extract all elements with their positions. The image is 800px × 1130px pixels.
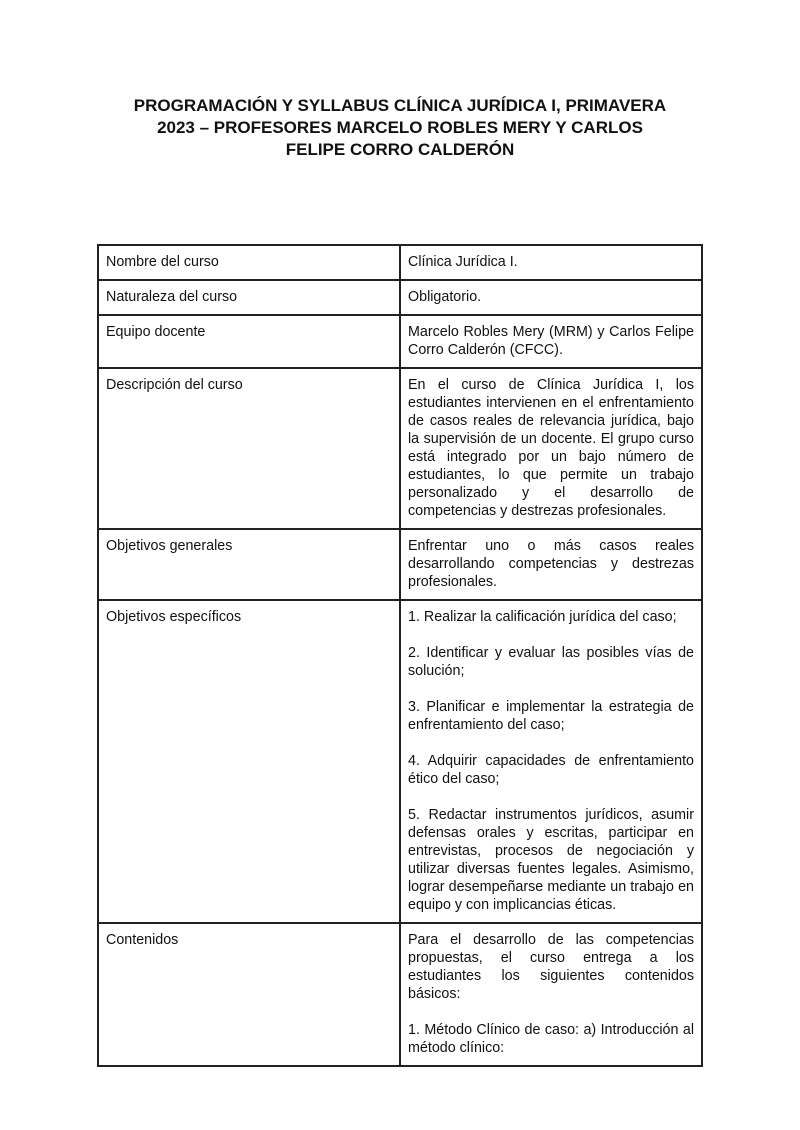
row-label: Equipo docente	[98, 315, 400, 368]
row-label: Objetivos generales	[98, 529, 400, 600]
paragraph: 5. Redactar instrumentos jurídicos, asumir defensas orales y escritas, participar en entrevistas, procesos de negociación y utilizar diversas fuentes legales. Asimismo, lograr desempeñarse mediante un trabajo en equipo y con implicancias éticas.	[408, 807, 694, 913]
title-line: PROGRAMACIÓN Y SYLLABUS CLÍNICA JURÍDICA I, PRIMAVERA	[133, 96, 667, 115]
document-title	[100, 95, 700, 161]
row-value	[400, 280, 702, 315]
table-row	[98, 245, 702, 280]
paragraph: Obligatorio.	[408, 289, 482, 305]
paragraph: En el curso de Clínica Jurídica I, los estudiantes intervienen en el enfrentamiento de casos reales de relevancia jurídica, bajo la supervisión de un docente. El grupo curso está integrado por un bajo número de estudiantes, lo que permite un trabajo personalizado y el desarrollo de competencias y destrezas profesionales.	[408, 377, 694, 519]
table-row	[98, 600, 702, 923]
row-label: Descripción del curso	[98, 368, 400, 529]
row-value	[400, 529, 702, 600]
title-line: FELIPE CORRO CALDERÓN	[285, 140, 515, 159]
table-row	[98, 368, 702, 529]
table-row	[98, 923, 702, 1066]
syllabus-table	[97, 244, 703, 1067]
row-value	[400, 923, 702, 1066]
paragraph: 2. Identificar y evaluar las posibles vías de solución;	[408, 645, 694, 679]
paragraph: Marcelo Robles Mery (MRM) y Carlos Felipe Corro Calderón (CFCC).	[408, 324, 694, 358]
paragraph: 3. Planificar e implementar la estrategia de enfrentamiento del caso;	[408, 699, 694, 733]
row-value	[400, 600, 702, 923]
row-label: Contenidos	[98, 923, 400, 1066]
table-row	[98, 280, 702, 315]
table-row	[98, 529, 702, 600]
row-value	[400, 245, 702, 280]
row-label: Naturaleza del curso	[98, 280, 400, 315]
title-line: 2023 – PROFESORES MARCELO ROBLES MERY Y CARLOS	[157, 118, 643, 137]
row-value	[400, 368, 702, 529]
paragraph: 1. Método Clínico de caso: a) Introducción al método clínico:	[408, 1022, 694, 1056]
table-row	[98, 315, 702, 368]
paragraph: Para el desarrollo de las competencias propuestas, el curso entrega a los estudiantes los siguientes contenidos básicos:	[408, 932, 694, 1002]
row-label: Objetivos específicos	[98, 600, 400, 923]
paragraph: Enfrentar uno o más casos reales desarrollando competencias y destrezas profesionales.	[408, 538, 694, 590]
row-label: Nombre del curso	[98, 245, 400, 280]
paragraph: 1. Realizar la calificación jurídica del caso;	[408, 609, 677, 625]
paragraph: 4. Adquirir capacidades de enfrentamiento ético del caso;	[408, 753, 694, 787]
row-value	[400, 315, 702, 368]
paragraph: Clínica Jurídica I.	[408, 254, 518, 270]
